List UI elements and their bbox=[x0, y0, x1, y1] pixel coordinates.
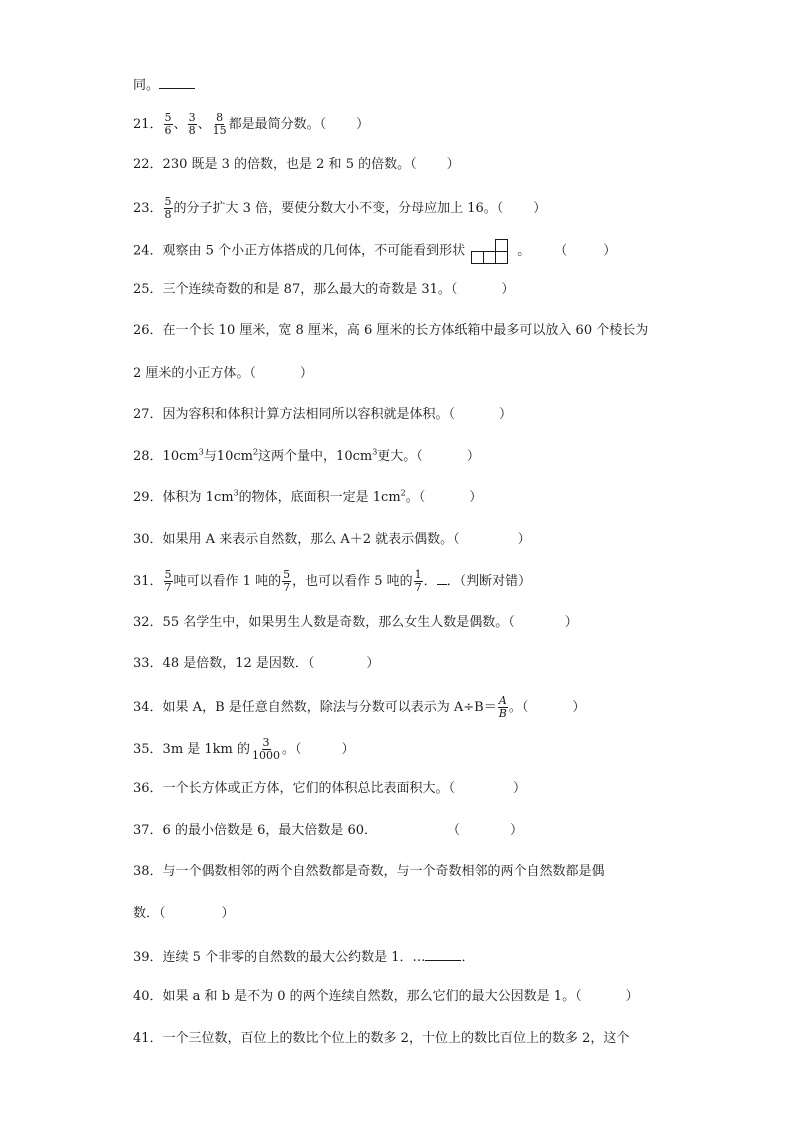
line-text: 。（ bbox=[508, 700, 529, 715]
line-text: 37．6 的最小倍数是 6，最大倍数是 60． bbox=[133, 823, 378, 838]
close-paren: ） bbox=[564, 615, 578, 630]
numerator: 5 bbox=[164, 111, 172, 124]
close-paren: ） bbox=[299, 366, 313, 381]
question-25 bbox=[133, 280, 514, 300]
question-39 bbox=[133, 946, 475, 968]
question-34 bbox=[133, 695, 585, 720]
line-text: 39．连续 5 个非零的自然数的最大公约数是 1．… bbox=[133, 950, 426, 965]
line-text: ． bbox=[423, 574, 437, 589]
close-paren: ） bbox=[366, 656, 380, 671]
line-text: 。（ bbox=[405, 490, 426, 505]
fraction bbox=[282, 569, 291, 594]
line-text: ． bbox=[461, 950, 475, 965]
close-paren: ） bbox=[356, 117, 370, 132]
close-paren: ） bbox=[603, 243, 617, 259]
line-text: 24．观察由 5 个小正方体搭成的几何体，不可能看到形状 bbox=[133, 243, 466, 259]
line-text: 34．如果 A，B 是任意自然数，除法与分数可以表示为 A÷B＝ bbox=[133, 700, 497, 715]
open-paren: （ bbox=[447, 823, 461, 838]
question-33 bbox=[133, 654, 379, 674]
denominator: B bbox=[498, 707, 507, 720]
question-37 bbox=[133, 821, 523, 841]
close-paren: ） bbox=[510, 823, 524, 838]
close-paren: ） bbox=[221, 906, 235, 921]
close-paren: ） bbox=[572, 700, 586, 715]
question-31 bbox=[133, 569, 531, 594]
line-text: 28．10cm bbox=[133, 449, 199, 464]
denominator: 8 bbox=[188, 124, 196, 137]
question-24 bbox=[133, 236, 616, 266]
question-38 bbox=[133, 862, 605, 882]
question-40 bbox=[133, 987, 639, 1007]
denominator: 8 bbox=[164, 208, 172, 221]
answer-blank[interactable] bbox=[159, 74, 195, 89]
line-text: 29．体积为 1cm bbox=[133, 490, 234, 505]
question-number: 31． bbox=[133, 574, 163, 589]
fraction bbox=[164, 112, 173, 137]
line-text: 22．230 既是 3 的倍数，也是 2 和 5 的倍数。（ bbox=[133, 157, 417, 172]
question-number: 23． bbox=[133, 201, 163, 216]
numerator: 5 bbox=[164, 195, 172, 208]
numerator: 5 bbox=[164, 568, 172, 581]
denominator: 6 bbox=[164, 124, 172, 137]
denominator: 7 bbox=[414, 581, 422, 594]
line-text: 38．与一个偶数相邻的两个自然数都是奇数，与一个奇数相邻的两个自然数都是偶 bbox=[133, 864, 605, 879]
line-text: ，也可以看作 5 吨的 bbox=[292, 574, 413, 589]
close-paren: ） bbox=[517, 532, 531, 547]
question-21 bbox=[133, 112, 369, 137]
question-26 bbox=[133, 321, 648, 341]
question-20-tail bbox=[133, 74, 195, 96]
superscript: 3 bbox=[372, 447, 378, 457]
close-paren: ） bbox=[625, 989, 639, 1004]
close-paren: ） bbox=[466, 449, 480, 464]
line-text: 25．三个连续奇数的和是 87，那么最大的奇数是 31。（ bbox=[133, 282, 458, 297]
fraction bbox=[164, 569, 173, 594]
numerator: A bbox=[498, 694, 507, 707]
fraction bbox=[414, 569, 423, 594]
superscript: 2 bbox=[252, 447, 259, 457]
denominator: 7 bbox=[164, 581, 172, 594]
superscript: 3 bbox=[233, 488, 239, 498]
question-29 bbox=[133, 488, 482, 508]
close-paren: ） bbox=[501, 282, 515, 297]
line-text: 。 bbox=[517, 243, 531, 259]
line-text: 40．如果 a 和 b 是不为 0 的两个连续自然数，那么它们的最大公因数是 1。（ bbox=[133, 989, 582, 1004]
close-paren: ） bbox=[533, 201, 547, 216]
question-30 bbox=[133, 530, 531, 550]
line-text: 41．一个三位数，百位上的数比个位上的数多 2，十位上的数比百位上的数多 2，这个 bbox=[133, 1031, 630, 1046]
fraction bbox=[212, 112, 228, 137]
denominator: 15 bbox=[212, 124, 227, 137]
fraction bbox=[188, 112, 197, 137]
line-text: 35．3m 是 1km 的 bbox=[133, 742, 251, 757]
fraction bbox=[498, 695, 508, 720]
line-text: ．（判断对错） bbox=[446, 574, 532, 589]
line-text: 的分子扩大 3 倍，要使分数大小不变，分母应加上 16。（ bbox=[173, 201, 504, 216]
close-paren: ） bbox=[341, 742, 355, 757]
question-26-cont bbox=[133, 364, 313, 384]
question-27 bbox=[133, 405, 512, 425]
line-text: 数．（ bbox=[133, 906, 166, 921]
numerator: 5 bbox=[283, 568, 291, 581]
question-36 bbox=[133, 779, 526, 799]
line-text: 同。 bbox=[133, 78, 160, 93]
line-text: 33．48 是倍数，12 是因数．（ bbox=[133, 656, 315, 671]
numerator: 3 bbox=[262, 736, 270, 749]
question-23 bbox=[133, 196, 546, 221]
line-text: 的物体，底面积一定是 1cm bbox=[238, 490, 401, 505]
separator: 、 bbox=[173, 117, 187, 132]
numerator: 1 bbox=[414, 568, 422, 581]
line-text: 26．在一个长 10 厘米，宽 8 厘米，高 6 厘米的长方体纸箱中最多可以放入 60 个棱长为 bbox=[133, 323, 649, 338]
separator: 、 bbox=[197, 117, 211, 132]
question-number: 21． bbox=[133, 117, 163, 132]
denominator: 1000 bbox=[252, 749, 281, 762]
numerator: 8 bbox=[216, 111, 224, 124]
close-paren: ） bbox=[513, 781, 527, 796]
line-text: 36．一个长方体或正方体，它们的体积总比表面积大。（ bbox=[133, 781, 456, 796]
close-paren: ） bbox=[446, 157, 460, 172]
question-38-cont bbox=[133, 904, 235, 924]
close-paren: ） bbox=[469, 490, 483, 505]
question-28 bbox=[133, 447, 480, 467]
fraction bbox=[164, 196, 173, 221]
line-text: 。（ bbox=[282, 742, 302, 757]
denominator: 7 bbox=[283, 581, 291, 594]
numerator: 3 bbox=[188, 111, 196, 124]
line-text: 更大。（ bbox=[377, 449, 423, 464]
close-paren: ） bbox=[499, 407, 513, 422]
fraction bbox=[251, 737, 281, 762]
line-text: 与10cm bbox=[203, 449, 253, 464]
open-paren: （ bbox=[554, 243, 568, 259]
line-text: 吨可以看作 1 吨的 bbox=[173, 574, 282, 589]
question-32 bbox=[133, 613, 578, 633]
superscript: 3 bbox=[198, 447, 204, 457]
question-22 bbox=[133, 155, 460, 175]
answer-blank[interactable] bbox=[437, 570, 447, 585]
line-text: 27．因为容积和体积计算方法相同所以容积就是体积。（ bbox=[133, 407, 456, 422]
question-41 bbox=[133, 1029, 629, 1049]
question-35 bbox=[133, 737, 355, 762]
cube-view-shape-icon bbox=[471, 236, 515, 266]
line-text: 2 厘米的小正方体。（ bbox=[133, 366, 256, 381]
line-text: 32．55 名学生中，如果男生人数是奇数，那么女生人数是偶数。（ bbox=[133, 615, 515, 630]
answer-blank[interactable] bbox=[425, 946, 461, 961]
line-text: 这两个量中，10cm bbox=[258, 449, 373, 464]
line-text: 都是最简分数。（ bbox=[228, 117, 327, 132]
superscript: 2 bbox=[400, 488, 406, 498]
line-text: 30．如果用 A 来表示自然数，那么 A＋2 就表示偶数。（ bbox=[133, 532, 460, 547]
